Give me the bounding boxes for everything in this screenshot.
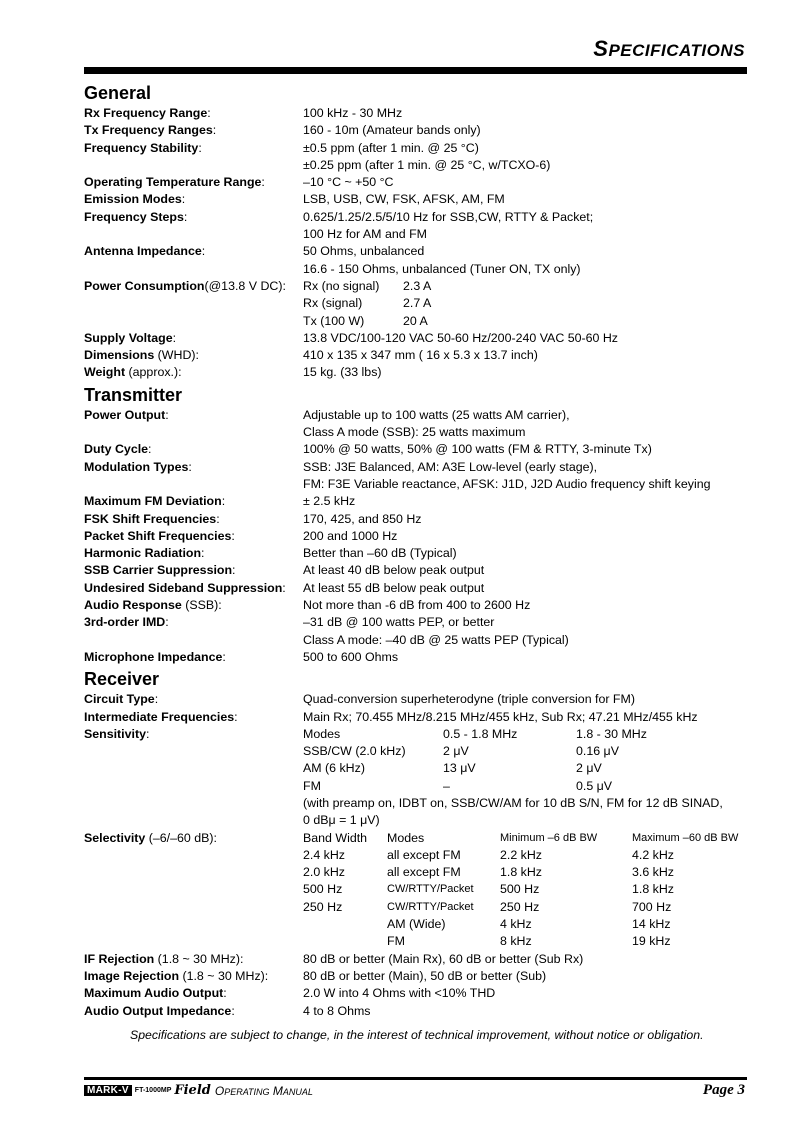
- spec-label: Harmonic Radiation:: [84, 546, 205, 561]
- spec-row-circuit-type: [84, 691, 754, 708]
- spec-value-line: 0.625/1.25/2.5/5/10 Hz for SSB,CW, RTTY & Packet;: [303, 209, 594, 224]
- footer-manual-title: [84, 1083, 313, 1098]
- spec-label: Undesired Sideband Suppression:: [84, 580, 286, 595]
- spec-row-audio-output-impedance: [84, 1003, 754, 1020]
- selectivity-header: Band Width: [303, 830, 368, 845]
- spec-row-ssb-carrier-suppression: [84, 562, 754, 579]
- spec-label: Packet Shift Frequencies:: [84, 528, 235, 543]
- spec-value: [303, 330, 754, 347]
- spec-value-line: ±0.25 ppm (after 1 min. @ 25 °C, w/TCXO-6): [303, 157, 551, 172]
- spec-value-line: At least 40 dB below peak output: [303, 563, 485, 578]
- spec-value: [303, 614, 754, 649]
- spec-label: Dimensions (WHD):: [84, 348, 199, 363]
- spec-value-line: –10 °C ~ +50 °C: [303, 175, 394, 190]
- spec-row-selectivity: Selectivity (–6/–60 dB): Band Width Modes Minimum –6 dB BW Maximum –60 dB BW 2.4 kHz all except FM 2.2 kHz 4.2 kHz 2.0 kHz all except FM 1.8 kHz 3.6 kHz 500 Hz CW/RTTY/Packet 500 Hz 1.8 kHz 250 Hz CW/RTTY/Packet 250 Hz 700 Hz AM (Wide) 4 kHz 14 kHz FM 8 kHz 19 kHz: [84, 830, 754, 951]
- spec-label: Intermediate Frequencies:: [84, 709, 238, 724]
- spec-value-line: 13.8 VDC/100-120 VAC 50-60 Hz/200-240 VAC 50-60 Hz: [303, 330, 618, 345]
- spec-row-audio-response: [84, 597, 754, 614]
- sensitivity-header: 0.5 - 1.8 MHz: [443, 726, 518, 741]
- sensitivity-cell: 13 μV: [443, 761, 476, 776]
- sensitivity-header: Modes: [303, 726, 341, 741]
- power-value: 2.3 A: [403, 278, 432, 293]
- spec-value: [303, 407, 754, 442]
- receiver-spec-list-2: [84, 951, 754, 1020]
- selectivity-cell: AM (Wide): [387, 917, 446, 932]
- spec-row-operating-temperature-range: [84, 174, 754, 191]
- bottom-rule: [84, 1077, 747, 1080]
- model-label: FT-1000MP: [134, 1087, 172, 1094]
- spec-value-line: SSB: J3E Balanced, AM: A3E Low-level (early stage),: [303, 459, 598, 474]
- sensitivity-cell: SSB/CW (2.0 kHz): [303, 744, 406, 759]
- spec-value-line: FM: F3E Variable reactance, AFSK: J1D, J2D Audio frequency shift keying: [303, 476, 711, 491]
- spec-value-line: 410 x 135 x 347 mm ( 16 x 5.3 x 13.7 inch): [303, 348, 538, 363]
- sensitivity-cell: 0.16 μV: [576, 744, 619, 759]
- spec-value-line: LSB, USB, CW, FSK, AFSK, AM, FM: [303, 192, 505, 207]
- sensitivity-cell: FM: [303, 778, 321, 793]
- selectivity-cell: FM: [387, 934, 405, 949]
- spec-label: Maximum Audio Output:: [84, 986, 227, 1001]
- spec-label: Tx Frequency Ranges:: [84, 123, 217, 138]
- spec-value-line: Class A mode (SSB): 25 watts maximum: [303, 425, 526, 440]
- spec-row-tx-frequency-ranges: [84, 122, 754, 139]
- spec-value-line: 2.0 W into 4 Ohms with <10% THD: [303, 986, 496, 1001]
- spec-value-line: Adjustable up to 100 watts (25 watts AM carrier),: [303, 407, 570, 422]
- spec-value-line: 16.6 - 150 Ohms, unbalanced (Tuner ON, TX only): [303, 261, 581, 276]
- spec-label: Supply Voltage:: [84, 330, 177, 345]
- spec-row-dimensions: [84, 347, 754, 364]
- spec-value: [303, 364, 754, 381]
- spec-value: [303, 968, 754, 985]
- spec-row-harmonic-radiation: [84, 545, 754, 562]
- spec-label: Weight (approx.):: [84, 365, 182, 380]
- spec-row-microphone-impedance: [84, 649, 754, 666]
- spec-label: Microphone Impedance:: [84, 649, 226, 664]
- spec-value: [303, 105, 754, 122]
- spec-value-line: 100 kHz - 30 MHz: [303, 106, 403, 120]
- spec-value-line: 15 kg. (33 lbs): [303, 365, 382, 380]
- spec-label: Maximum FM Deviation:: [84, 494, 226, 509]
- spec-row-3rd-order-imd: [84, 614, 754, 649]
- spec-label: Modulation Types:: [84, 459, 192, 474]
- spec-value: [303, 459, 754, 494]
- receiver-spec-list: [84, 691, 754, 726]
- section-heading-receiver: Receiver: [84, 669, 160, 690]
- spec-label: IF Rejection (1.8 ~ 30 MHz):: [84, 951, 244, 966]
- selectivity-cell: 500 Hz: [303, 882, 343, 897]
- spec-value: [303, 243, 754, 278]
- sensitivity-cell: 0.5 μV: [576, 778, 613, 793]
- spec-value: [303, 649, 754, 666]
- spec-label: Rx Frequency Range:: [84, 106, 211, 120]
- selectivity-cell: CW/RTTY/Packet: [387, 883, 474, 896]
- spec-value-line: Class A mode: –40 dB @ 25 watts PEP (Typical): [303, 632, 569, 647]
- spec-value: [303, 209, 754, 244]
- spec-row-frequency-steps: [84, 209, 754, 244]
- spec-value: [303, 191, 754, 208]
- spec-value: [303, 985, 754, 1002]
- spec-label: Emission Modes:: [84, 192, 186, 207]
- spec-value-line: 100 Hz for AM and FM: [303, 227, 427, 242]
- power-consumption-table: [303, 278, 754, 330]
- selectivity-cell: 250 Hz: [500, 899, 540, 914]
- mark-v-logo: MARK-V: [84, 1085, 132, 1096]
- spec-value-line: Main Rx; 70.455 MHz/8.215 MHz/455 kHz, Sub Rx; 47.21 MHz/455 kHz: [303, 709, 698, 724]
- spec-label: 3rd-order IMD:: [84, 615, 169, 630]
- spec-value-line: 80 dB or better (Main), 50 dB or better (Sub): [303, 968, 547, 983]
- spec-row-if-rejection: [84, 951, 754, 968]
- spec-value-line: 500 to 600 Ohms: [303, 649, 399, 664]
- power-mode: Tx (100 W): [303, 313, 365, 328]
- spec-value: [303, 511, 754, 528]
- spec-label: Audio Response (SSB):: [84, 598, 222, 613]
- spec-row-antenna-impedance: [84, 243, 754, 278]
- spec-value-line: ±0.5 ppm (after 1 min. @ 25 °C): [303, 140, 479, 155]
- selectivity-cell: [303, 933, 387, 950]
- selectivity-cell: 700 Hz: [632, 899, 672, 914]
- spec-value: [303, 140, 754, 175]
- sensitivity-table: [303, 726, 754, 795]
- sensitivity-cell: AM (6 kHz): [303, 761, 365, 776]
- power-row: [303, 278, 754, 295]
- spec-value: [303, 951, 754, 968]
- spec-value-line: 4 to 8 Ohms: [303, 1003, 371, 1018]
- spec-row-image-rejection: [84, 968, 754, 985]
- spec-value-line: ± 2.5 kHz: [303, 494, 356, 509]
- power-value: 20 A: [403, 313, 428, 328]
- spec-label: Image Rejection (1.8 ~ 30 MHz):: [84, 968, 269, 983]
- general-spec-list: [84, 105, 754, 278]
- sensitivity-notes: [303, 795, 754, 830]
- spec-value-line: 170, 425, and 850 Hz: [303, 511, 422, 526]
- spec-value: [303, 709, 754, 726]
- selectivity-cell: all except FM: [387, 847, 461, 862]
- field-logo: Field: [174, 1083, 211, 1098]
- spec-value: [303, 122, 754, 139]
- selectivity-cell: 14 kHz: [632, 917, 671, 932]
- spec-value: [303, 562, 754, 579]
- selectivity-cell: [303, 916, 387, 933]
- spec-row-maximum-fm-deviation: [84, 493, 754, 510]
- selectivity-header: Minimum –6 dB BW: [500, 831, 598, 844]
- sensitivity-note: 0 dBμ = 1 μV): [303, 813, 380, 828]
- transmitter-spec-list: [84, 407, 754, 666]
- sensitivity-cell: –: [443, 778, 450, 793]
- spec-row-power-consumption: Power Consumption(@13.8 V DC): Rx (no signal) 2.3 A Rx (signal) 2.7 A Tx (100 W) 20 A: [84, 278, 754, 330]
- spec-value: [303, 347, 754, 364]
- spec-label: Antenna Impedance:: [84, 244, 206, 259]
- power-mode: Rx (no signal): [303, 278, 380, 293]
- spec-value: [303, 441, 754, 458]
- selectivity-cell: 4 kHz: [500, 917, 532, 932]
- section-heading-general: General: [84, 83, 152, 103]
- spec-label: Operating Temperature Range:: [84, 175, 265, 190]
- sensitivity-header: 1.8 - 30 MHz: [576, 726, 647, 741]
- selectivity-cell: 8 kHz: [500, 934, 532, 949]
- spec-value-line: 80 dB or better (Main Rx), 60 dB or better (Sub Rx): [303, 951, 584, 966]
- selectivity-cell: 3.6 kHz: [632, 865, 675, 880]
- selectivity-cell: 2.0 kHz: [303, 865, 346, 880]
- spec-label: FSK Shift Frequencies:: [84, 511, 220, 526]
- spec-value: [303, 493, 754, 510]
- spec-value-line: 160 - 10m (Amateur bands only): [303, 123, 481, 138]
- spec-value-line: At least 55 dB below peak output: [303, 580, 485, 595]
- spec-row-packet-shift-frequencies: [84, 528, 754, 545]
- spec-row-power-output: [84, 407, 754, 442]
- selectivity-cell: 1.8 kHz: [500, 865, 543, 880]
- spec-value-line: 50 Ohms, unbalanced: [303, 244, 425, 259]
- general-spec-list-2: [84, 330, 754, 382]
- spec-label: Duty Cycle:: [84, 442, 152, 457]
- spec-value: [303, 174, 754, 191]
- top-rule: [84, 67, 747, 74]
- spec-row-modulation-types: [84, 459, 754, 494]
- spec-label: Circuit Type:: [84, 692, 159, 707]
- specifications-content: [84, 80, 754, 1020]
- sensitivity-cell: 2 μV: [443, 744, 469, 759]
- sensitivity-note: (with preamp on, IDBT on, SSB/CW/AM for 10 dB S/N, FM for 12 dB SINAD,: [303, 795, 723, 810]
- spec-value-line: Better than –60 dB (Typical): [303, 546, 457, 561]
- selectivity-header: Maximum –60 dB BW: [632, 831, 739, 844]
- disclaimer-note: Specifications are subject to change, in the interest of technical improvement, without notice or obligation.: [130, 1028, 704, 1042]
- spec-label: Power Output:: [84, 407, 169, 422]
- selectivity-cell: 19 kHz: [632, 934, 671, 949]
- spec-row-supply-voltage: [84, 330, 754, 347]
- selectivity-cell: 500 Hz: [500, 882, 540, 897]
- selectivity-cell: 1.8 kHz: [632, 882, 675, 897]
- spec-row-weight: [84, 364, 754, 381]
- sensitivity-cell: 2 μV: [576, 761, 602, 776]
- operating-manual-label: OPERATING MANUAL: [214, 1083, 313, 1098]
- spec-row-fsk-shift-frequencies: [84, 511, 754, 528]
- selectivity-table: [303, 830, 754, 951]
- spec-value: [303, 691, 754, 708]
- spec-label: Audio Output Impedance:: [84, 1003, 235, 1018]
- spec-value: [303, 528, 754, 545]
- selectivity-header: Modes: [387, 830, 425, 845]
- power-value: 2.7 A: [403, 296, 432, 311]
- spec-value-line: 200 and 1000 Hz: [303, 528, 398, 543]
- page-number: Page 3: [702, 1082, 745, 1098]
- spec-value: [303, 597, 754, 614]
- spec-value-line: Not more than -6 dB from 400 to 2600 Hz: [303, 598, 531, 613]
- selectivity-cell: 2.2 kHz: [500, 847, 543, 862]
- power-mode: Rx (signal): [303, 296, 363, 311]
- spec-value-line: Quad-conversion superheterodyne (triple conversion for FM): [303, 692, 635, 707]
- page-title: SPECIFICATIONS: [593, 36, 745, 61]
- spec-value: [303, 1003, 754, 1020]
- spec-row-duty-cycle: [84, 441, 754, 458]
- spec-row-frequency-stability: [84, 140, 754, 175]
- spec-row-emission-modes: [84, 191, 754, 208]
- selectivity-cell: 2.4 kHz: [303, 847, 346, 862]
- selectivity-cell: all except FM: [387, 865, 461, 880]
- selectivity-cell: CW/RTTY/Packet: [387, 900, 474, 913]
- power-row: [303, 313, 754, 330]
- power-row: [303, 295, 754, 312]
- spec-row-sensitivity: Sensitivity: Modes 0.5 - 1.8 MHz 1.8 - 30 MHz SSB/CW (2.0 kHz) 2 μV 0.16 μV AM (6 kHz) 13 μV 2 μV FM – 0.5 μV (with preamp on, IDBT on, SSB/CW/AM for 10 dB S/N, FM for 12 dB SINAD, 0 dBμ = 1 μV): [84, 726, 754, 830]
- spec-value: [303, 580, 754, 597]
- spec-label: SSB Carrier Suppression:: [84, 563, 236, 578]
- spec-value: [303, 545, 754, 562]
- selectivity-cell: 4.2 kHz: [632, 847, 675, 862]
- spec-label: Frequency Stability:: [84, 140, 202, 155]
- section-heading-transmitter: Transmitter: [84, 384, 183, 405]
- spec-row-maximum-audio-output: [84, 985, 754, 1002]
- selectivity-cell: 250 Hz: [303, 899, 343, 914]
- spec-row-intermediate-frequencies: [84, 709, 754, 726]
- spec-row-rx-frequency-range: [84, 105, 754, 122]
- spec-value-line: 100% @ 50 watts, 50% @ 100 watts (FM & RTTY, 3-minute Tx): [303, 442, 652, 457]
- spec-row-undesired-sideband-suppression: [84, 580, 754, 597]
- spec-label: Frequency Steps:: [84, 209, 188, 224]
- spec-value-line: –31 dB @ 100 watts PEP, or better: [303, 615, 495, 630]
